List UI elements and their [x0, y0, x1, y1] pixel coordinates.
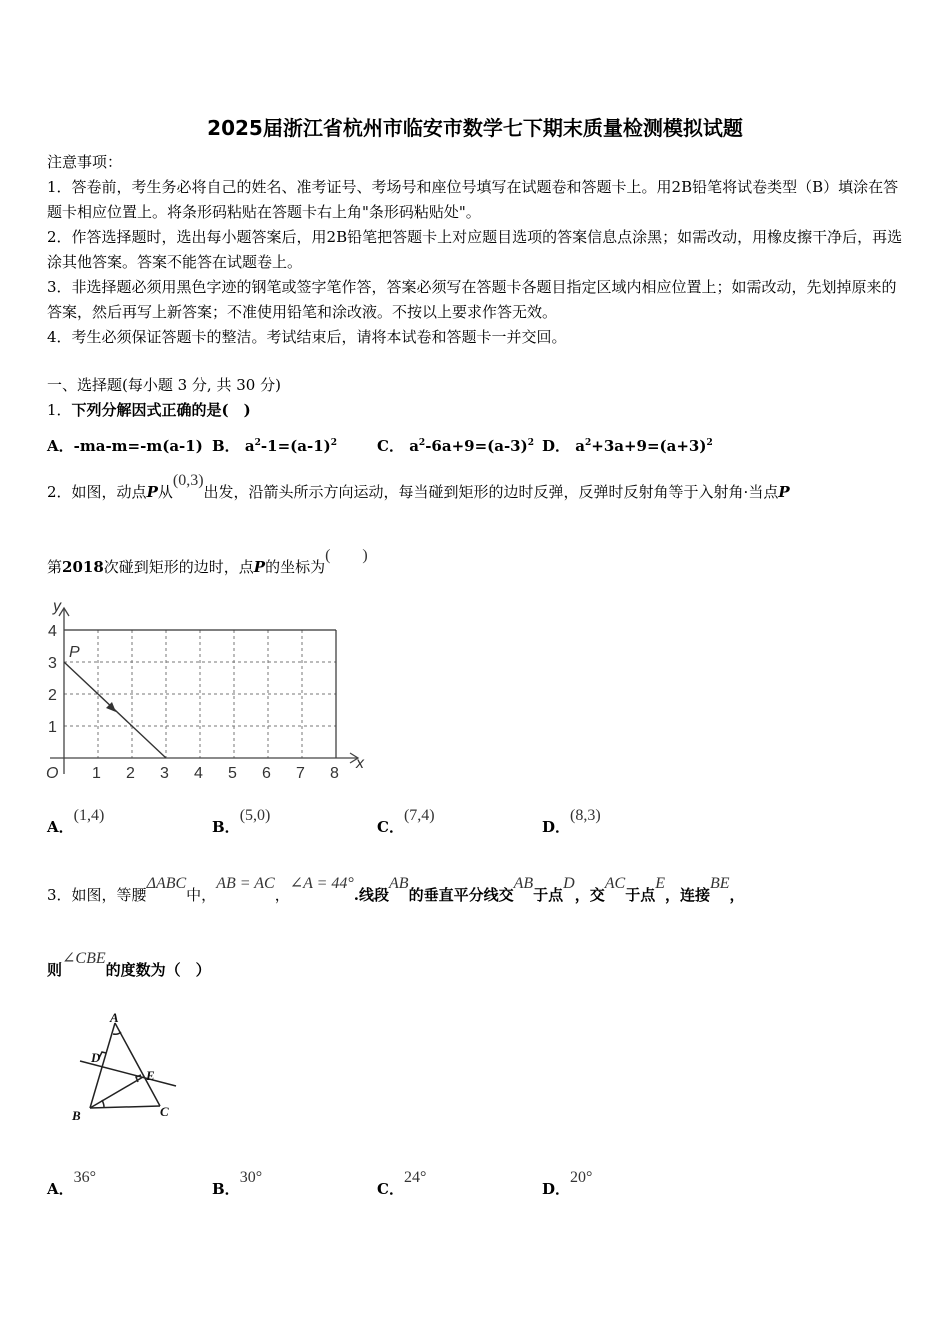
x-tick-label: 7 [296, 765, 305, 782]
option-text: -1=(a-1) [260, 437, 331, 455]
y-tick-label: 1 [48, 719, 57, 736]
question-text: 中， [186, 886, 217, 904]
exponent: 2 [706, 438, 713, 448]
option-value: (5,0) [239, 807, 271, 824]
option-value: 20° [570, 1169, 593, 1186]
question-text: ，连接 [664, 886, 710, 904]
notice-item-4: 4．考生必须保证答题卡的整洁。考试结束后，请将本试卷和答题卡一并交回。 [47, 328, 567, 346]
x-tick-label: 6 [262, 765, 271, 782]
question-text: 的垂直平分线交 [408, 886, 514, 904]
y-tick-label: 2 [48, 687, 57, 704]
option-value: 36° [73, 1169, 97, 1186]
question-number: 1． [47, 401, 72, 419]
question-text: 于点 [533, 886, 564, 904]
coordinate-graph [40, 598, 370, 788]
q1-option-a [47, 434, 203, 459]
question-text: .线段 [353, 886, 390, 904]
q3-option-d [542, 1169, 593, 1202]
x-tick-label: 1 [92, 765, 101, 782]
math-expression: AB = AC [216, 875, 275, 892]
question-text: 次碰到矩形的边时，点 [103, 558, 254, 576]
y-tick-label: 4 [48, 623, 57, 640]
question-text: 2018 [62, 558, 104, 576]
question-text: ， [274, 886, 290, 904]
option-text: -ma-m=-m(a-1) [73, 437, 203, 455]
point-label: P [146, 483, 158, 501]
q2-option-d [542, 807, 601, 840]
question-text: 第 [47, 558, 63, 576]
option-label: B． [212, 437, 240, 455]
option-label: B． [212, 818, 240, 836]
math-expression: AC [604, 875, 626, 892]
option-label: A． [47, 1180, 74, 1198]
option-value: (8,3) [570, 807, 601, 824]
x-tick-label: 5 [228, 765, 237, 782]
question-1-stem [47, 398, 251, 423]
question-text: 于点 [625, 886, 656, 904]
exponent: 2 [330, 438, 337, 448]
q1-option-d [542, 434, 713, 459]
question-text: 出发，沿箭头所示方向运动，每当碰到矩形的边时反弹，反弹时反射角等于入射角 [203, 483, 744, 501]
q2-option-b [212, 807, 271, 840]
question-text: 如图，动点 [71, 483, 147, 501]
q3-option-b [212, 1169, 263, 1202]
option-label: B． [212, 1180, 240, 1198]
option-text: a [409, 437, 419, 455]
math-expression: BE [710, 875, 730, 892]
q3-option-c [377, 1169, 427, 1202]
origin-label: O [46, 765, 59, 782]
question-number: 2． [47, 483, 72, 501]
notice-item-2: 2．作答选择题时，选出每小题答案后，用2B铅笔把答题卡上对应题目选项的答案信息点涂黑；如需改动，用橡皮擦干净后，再选涂其他答案。答案不能答在试题卷上。 [47, 228, 903, 271]
notice-item-1: 1．答卷前，考生务必将自己的姓名、准考证号、考场号和座位号填写在试题卷和答题卡上。用2B铅笔将试卷类型（B）填涂在答题卡相应位置上。将条形码粘贴在答题卡右上角"条形码粘贴处"。 [47, 178, 899, 221]
option-label: C． [377, 1180, 404, 1198]
option-value: (1,4) [73, 807, 105, 824]
exponent: 2 [584, 438, 592, 448]
math-coordinate: (0,3) [172, 472, 204, 489]
option-text: +3a+9=(a+3) [591, 437, 707, 455]
option-label: D． [542, 818, 571, 836]
notice-heading: 注意事项： [47, 153, 123, 171]
math-expression: ΔABC [146, 875, 187, 892]
question-text: · [743, 483, 749, 501]
question-3-stem-line2 [47, 950, 211, 983]
y-axis-label: y [53, 598, 61, 615]
question-2-stem-line1 [47, 472, 790, 505]
point-e-label: E [146, 1068, 155, 1083]
exponent: 2 [418, 438, 426, 448]
question-text: 的度数为（ ） [105, 961, 211, 979]
option-label: C． [377, 437, 404, 455]
option-label: C． [377, 818, 404, 836]
option-label: A． [47, 437, 74, 455]
question-text: 当点 [748, 483, 779, 501]
y-tick-label: 3 [48, 655, 57, 672]
point-d-label: D [91, 1050, 101, 1065]
question-text: 如图，等腰 [71, 886, 147, 904]
q2-option-a [47, 807, 105, 840]
math-expression: D [563, 875, 575, 892]
point-p-label: P [69, 644, 80, 661]
question-number: 3． [47, 886, 72, 904]
option-value: 30° [239, 1169, 263, 1186]
section-heading: 一、选择题(每小题 3 分, 共 30 分) [47, 376, 281, 394]
question-text: 则 [47, 961, 63, 979]
math-expression: ∠CBE [62, 950, 106, 967]
math-expression: ∠A = 44° [289, 875, 354, 892]
option-label: A． [47, 818, 74, 836]
question-3-stem-line1 [47, 875, 745, 908]
vertex-b-label: B [72, 1108, 81, 1123]
point-label: P [253, 558, 266, 576]
x-tick-label: 8 [330, 765, 339, 782]
exponent: 2 [254, 438, 261, 448]
triangle-figure [68, 1008, 188, 1128]
question-text: ，交 [574, 886, 605, 904]
math-expression: AB [513, 875, 534, 892]
question-text: ， [729, 886, 745, 904]
q1-option-c [377, 434, 534, 459]
exponent: 2 [527, 438, 534, 448]
option-value: (7,4) [403, 807, 435, 824]
option-value: 24° [403, 1169, 427, 1186]
question-2-stem-line2 [47, 547, 368, 580]
vertex-a-label: A [110, 1010, 119, 1025]
question-text: 的坐标为 [265, 558, 326, 576]
option-text: -6a+9=(a-3) [425, 437, 528, 455]
option-text: a [244, 437, 255, 455]
x-tick-label: 3 [160, 765, 169, 782]
option-label: D． [542, 1180, 571, 1198]
q2-option-c [377, 807, 435, 840]
point-label: P [778, 483, 790, 501]
answer-blank: ( ) [325, 547, 368, 564]
notice-item-3: 3．非选择题必须用黑色字迹的钢笔或签字笔作答，答案必须写在答题卡各题目指定区域内相应位置上；如需改动，先划掉原来的答案，然后再写上新答案；不准使用铅笔和涂改液。不按以上要求作答无效。 [47, 278, 897, 321]
x-tick-label: 2 [126, 765, 135, 782]
x-tick-label: 4 [194, 765, 203, 782]
math-expression: AB [389, 875, 409, 892]
question-text: 下列分解因式正确的是( ) [71, 401, 251, 419]
math-expression: E [655, 875, 665, 892]
q3-option-a [47, 1169, 97, 1202]
q1-option-b [212, 434, 337, 459]
x-axis-label: x [356, 755, 364, 772]
option-label: D． [542, 437, 571, 455]
notice-section [47, 150, 907, 350]
page-title: 2025届浙江省杭州市临安市数学七下期末质量检测模拟试题 [207, 116, 743, 140]
vertex-c-label: C [160, 1104, 169, 1119]
option-text: a [575, 437, 585, 455]
question-text: 从 [157, 483, 173, 501]
